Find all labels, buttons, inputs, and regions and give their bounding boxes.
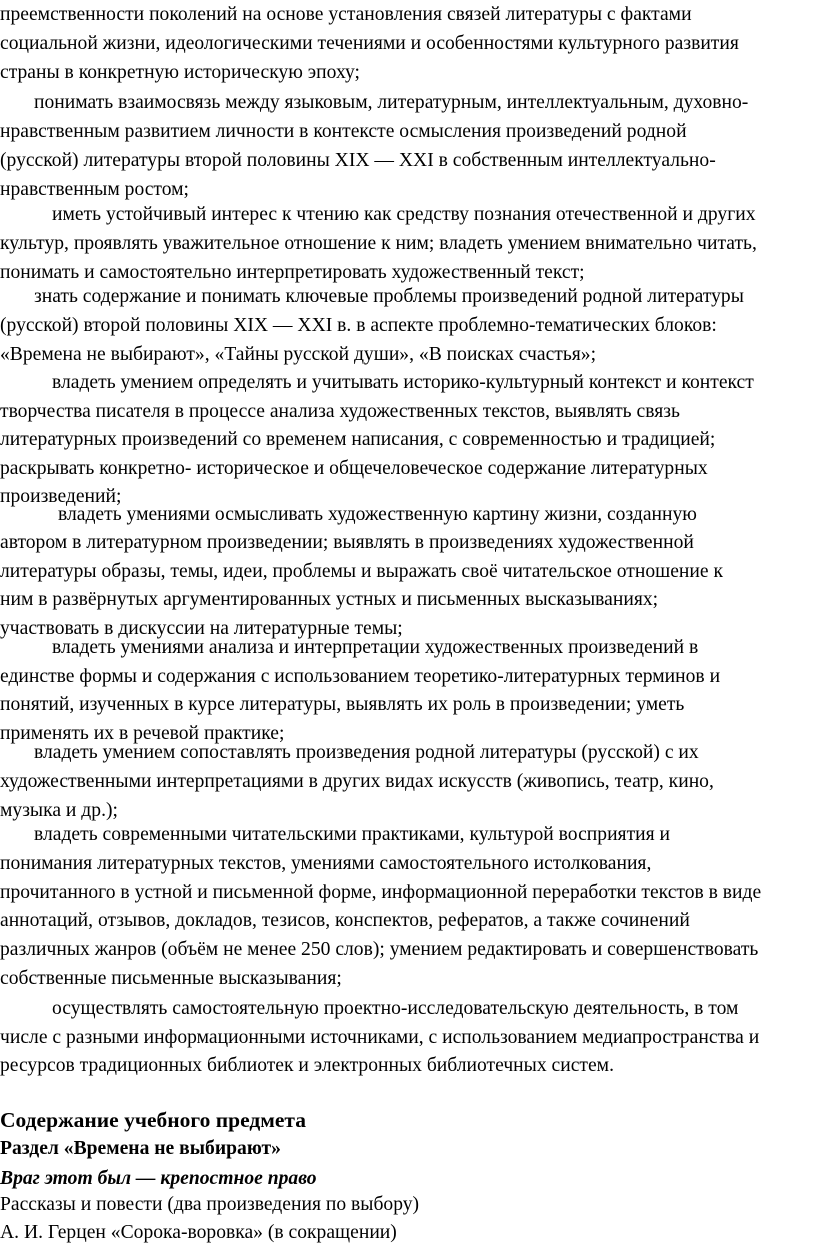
text-line: понимать взаимосвязь между языковым, литературным, интеллектуальным, духовно- (34, 92, 749, 113)
text-line: «Времена не выбирают», «Тайны русской души», «В поисках счастья»; (0, 344, 597, 365)
subsection-heading: Раздел «Времена не выбирают» (0, 1138, 281, 1159)
text-line: владеть умением сопоставлять произведения родной литературы (русской) с их (34, 742, 699, 763)
text-line: музыка и др.); (0, 800, 118, 821)
topic-heading: Враг этот был — крепостное право (0, 1168, 317, 1189)
text-line: ним в развёрнутых аргументированных устных и письменных высказываниях; (0, 589, 659, 611)
text-line: (русской) второй половины XIX — XXI в. в аспекте проблемно-тематических блоков: (0, 315, 717, 336)
section-heading: Содержание учебного предмета (0, 1108, 306, 1132)
text-line: творчества писателя в процессе анализа художественных текстов, выявлять связь (0, 400, 680, 422)
text-line: знать содержание и понимать ключевые проблемы произведений родной литературы (34, 286, 744, 307)
text-line: понятий, изученных в курсе литературы, выявлять их роль в произведении; уметь (0, 694, 685, 716)
text-line: социальной жизни, идеологическими течениями и особенностями культурного развития (0, 33, 739, 54)
text-line: (русской) литературы второй половины XIX — XXI в собственным интеллектуально- (0, 150, 716, 171)
text-line: аннотаций, отзывов, докладов, тезисов, конспектов, рефератов, а также сочинений (0, 910, 690, 932)
text-line: владеть умениями анализа и интерпретации художественных произведений в (52, 637, 699, 658)
text-line: литературы образы, темы, идеи, проблемы и выражать своё читательское отношение к (0, 560, 724, 582)
text-line: ресурсов традиционных библиотек и электронных библиотечных систем. (0, 1055, 614, 1076)
text-line: культур, проявлять уважительное отношение к ним; владеть умением внимательно читать, (0, 233, 757, 254)
text-line: понимать и самостоятельно интерпретировать художественный текст; (0, 262, 585, 283)
text-line: понимания литературных текстов, умениями самостоятельного истолкования, (0, 852, 652, 874)
text-line: страны в конкретную историческую эпоху; (0, 62, 361, 83)
text-line: различных жанров (объём не менее 250 слов); умением редактировать и совершенствовать (0, 939, 759, 961)
text-line: собственные письменные высказывания; (0, 968, 342, 989)
text-line: единстве формы и содержания с использованием теоретико-литературных терминов и (0, 665, 721, 687)
text-line: числе с разными информационными источниками, с использованием медиапространства и (0, 1026, 760, 1048)
text-line: автором в литературном произведении; выявлять в произведениях художественной (0, 532, 694, 554)
text-line: прочитанного в устной и письменной форме, информационной переработки текстов в виде (0, 881, 762, 903)
text-line: произведений; (0, 486, 122, 507)
text-line: литературных произведений со временем написания, с современностью и традицией; (0, 429, 716, 450)
text-line: участвовать в дискуссии на литературные темы; (0, 617, 403, 639)
text-line: художественными интерпретациями в других видах искусств (живопись, театр, кино, (0, 771, 714, 792)
text-line: иметь устойчивый интерес к чтению как средству познания отечественной и других (52, 204, 756, 225)
text-line: осуществлять самостоятельную проектно-исследовательскую деятельность, в том (52, 998, 739, 1019)
text-line: раскрывать конкретно- историческое и общечеловеческое содержание литературных (0, 457, 708, 479)
text-line: нравственным ростом; (0, 179, 189, 200)
topic-line: А. И. Герцен «Сорока-воровка» (в сокращении) (0, 1222, 397, 1243)
text-line: применять их в речевой практике; (0, 722, 285, 744)
topic-line: Рассказы и повести (два произведения по выбору) (0, 1194, 420, 1215)
text-line: преемственности поколений на основе установления связей литературы с фактами (0, 4, 692, 25)
text-line: владеть умениями осмысливать художественную картину жизни, созданную (58, 504, 697, 525)
text-line: нравственным развитием личности в контексте осмысления произведений родной (0, 121, 687, 142)
text-line: владеть современными читательскими практиками, культурой восприятия и (34, 824, 671, 845)
text-line: владеть умением определять и учитывать историко-культурный контекст и контекст (52, 372, 754, 393)
